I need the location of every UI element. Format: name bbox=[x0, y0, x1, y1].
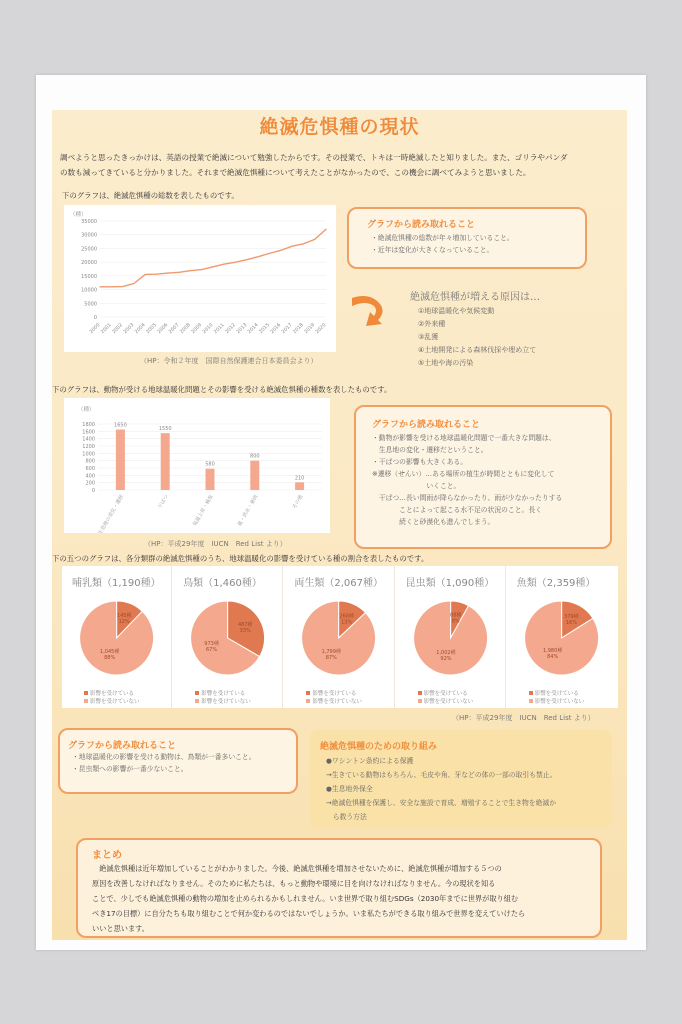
x-tick-label: 2011 bbox=[213, 322, 226, 336]
legend-entry bbox=[418, 690, 474, 698]
data-point bbox=[111, 286, 112, 287]
y-tick-label: 1800 bbox=[82, 422, 95, 428]
legend-swatch bbox=[84, 699, 88, 703]
bar-value-label: 1650 bbox=[114, 422, 127, 429]
reason-item: ③乱獲 bbox=[418, 333, 439, 341]
note-line: ※遷移（せんい）…ある場所の植生が時間とともに変化して bbox=[372, 470, 555, 478]
note-title: グラフから読み取れること bbox=[367, 220, 476, 230]
legend-swatch bbox=[418, 699, 422, 703]
bar-value-label: 210 bbox=[294, 475, 305, 482]
note-line: 干ばつ…長い間雨が降らなかったり、雨が少なかったりする bbox=[372, 494, 563, 502]
pie-title: 魚類（2,359種） bbox=[516, 578, 596, 589]
data-point bbox=[269, 253, 270, 254]
y-tick-label: 200 bbox=[85, 480, 95, 487]
x-tick-label: 2016 bbox=[270, 322, 283, 336]
note-line: ・地球温暖化の影響を受ける動物は、鳥類が一番多いこと。 bbox=[72, 753, 256, 761]
note-line: ・動物が影響を受ける地球温暖化問題で一番大きな問題は、 bbox=[372, 434, 556, 442]
y-tick-label: 15000 bbox=[81, 273, 97, 280]
legend-entry bbox=[306, 698, 362, 706]
x-tick-label: 2010 bbox=[202, 322, 215, 336]
x-tick-label: 2005 bbox=[145, 322, 158, 336]
reason-item: ②外来種 bbox=[418, 320, 446, 328]
pie-title: 両生類（2,067種） bbox=[294, 578, 384, 589]
x-tick-label: 2008 bbox=[179, 322, 192, 336]
section3-note bbox=[58, 728, 298, 794]
section3-caption: 下の五つのグラフは、各分類群の絶滅危惧種のうち、地球温暖化の影響を受けている種の割合を表したものです。 bbox=[52, 554, 429, 563]
data-point bbox=[258, 256, 259, 257]
summary-line: 絶滅危惧種は近年増加していることがわかりました。今後、絶滅危惧種を増加させないために、絶滅危惧種が増加する５つの bbox=[92, 864, 502, 873]
legend-entry bbox=[195, 698, 251, 706]
intro-text bbox=[60, 150, 620, 180]
bar bbox=[116, 430, 125, 491]
note-title: グラフから読み取れること bbox=[68, 741, 177, 751]
legend-entry bbox=[418, 698, 474, 706]
bar bbox=[295, 482, 304, 490]
legend-entry bbox=[84, 690, 140, 698]
pie-label-line: 1,799種 bbox=[321, 648, 342, 655]
data-point bbox=[167, 273, 168, 274]
reason-item: ⑤土地や海の汚染 bbox=[418, 359, 474, 367]
x-tick-label: 2020 bbox=[315, 322, 328, 336]
x-tick-label: 嵐・洪水・豪雨 bbox=[236, 494, 260, 528]
pie-chart bbox=[396, 592, 505, 684]
bar-chart bbox=[64, 398, 330, 533]
pie-chart bbox=[507, 592, 616, 684]
x-tick-label: 気温上昇・極度 bbox=[192, 494, 215, 528]
pie-label-line: 16% bbox=[565, 620, 577, 627]
pie-label-line: 33% bbox=[239, 627, 251, 634]
y-tick-label: 5000 bbox=[84, 301, 97, 308]
pie-label-line: 84% bbox=[546, 654, 559, 661]
intro-line: の数も減ってきていると分かりました。それまで絶滅危惧種について考えたことがなかったので、この機会に調べてみようと思いました。 bbox=[60, 168, 531, 177]
section3-source: （HP：平成29年度 IUCN Red List より） bbox=[452, 714, 595, 722]
poster bbox=[52, 110, 627, 940]
x-tick-label: 2000 bbox=[89, 322, 102, 336]
pie-label-affected bbox=[340, 612, 355, 625]
note-title: グラフから読み取れること bbox=[372, 420, 481, 430]
x-tick-label: 2019 bbox=[303, 322, 317, 336]
legend-entry bbox=[306, 690, 362, 698]
section1-source: （HP：令和２年度 国際自然保護連合日本委員会より） bbox=[140, 357, 318, 365]
legend-label: 影響を受けている bbox=[423, 691, 468, 697]
pie-label-line: 1,002種 bbox=[435, 649, 456, 656]
series-line bbox=[100, 229, 326, 287]
data-point bbox=[99, 286, 100, 287]
pie-label-line: 92% bbox=[439, 655, 452, 662]
x-tick-label: 2013 bbox=[236, 322, 249, 336]
conservation-line: ら救う方法 bbox=[326, 813, 367, 821]
summary-box bbox=[76, 838, 602, 938]
legend-label: 影響を受けていない bbox=[312, 699, 362, 705]
pie-label-line: 8% bbox=[451, 618, 460, 625]
pie-legend bbox=[306, 690, 362, 706]
legend-swatch bbox=[529, 699, 533, 703]
conservation-line: →生きている動物はもちろん、毛皮や角、牙などの体の一部の取引も禁止。 bbox=[326, 771, 557, 779]
pie-chart-cell bbox=[62, 566, 172, 708]
legend-swatch bbox=[529, 691, 533, 695]
pie-label-line: 379種 bbox=[563, 614, 579, 621]
intro-line: 調べようと思ったきっかけは、英語の授業で絶滅について勉強したからです。その授業で、トキは一時絶滅したと知りました。また、ゴリラやパンダ bbox=[60, 153, 568, 162]
line-chart-panel bbox=[64, 205, 336, 352]
legend-entry bbox=[529, 698, 585, 706]
legend-entry bbox=[529, 690, 585, 698]
pie-chart bbox=[62, 592, 171, 684]
data-point bbox=[212, 266, 213, 267]
legend-swatch bbox=[195, 691, 199, 695]
x-tick-label: 2012 bbox=[224, 322, 238, 336]
pie-chart bbox=[173, 592, 282, 684]
y-tick-label: 35000 bbox=[81, 219, 97, 225]
pie-chart-cell bbox=[173, 566, 283, 708]
legend-swatch bbox=[195, 699, 199, 703]
data-point bbox=[246, 259, 247, 260]
data-point bbox=[122, 286, 123, 287]
pie-label-line: 12% bbox=[118, 619, 130, 626]
data-point bbox=[303, 243, 304, 244]
legend-label: 影響を受けていない bbox=[423, 699, 474, 705]
x-tick-label: 2004 bbox=[134, 322, 147, 336]
data-point bbox=[280, 250, 281, 251]
conservation-line: ●ワシントン条約による保護 bbox=[326, 757, 414, 765]
section1-caption: 下のグラフは、絶滅危惧種の総数を表したものです。 bbox=[62, 191, 239, 200]
x-tick-label: 2009 bbox=[190, 322, 204, 336]
bar-value-label: 800 bbox=[250, 453, 260, 460]
data-point bbox=[224, 263, 225, 264]
x-tick-label: 2007 bbox=[168, 322, 181, 336]
legend-entry bbox=[84, 698, 140, 706]
data-point bbox=[145, 274, 146, 275]
pie-legend bbox=[418, 690, 474, 706]
pie-label-line: 973種 bbox=[204, 641, 220, 648]
pie-label-line: 1,045種 bbox=[100, 649, 120, 656]
pie-label-affected bbox=[238, 621, 253, 634]
pie-label-affected bbox=[117, 612, 132, 625]
pie-label-line: 145種 bbox=[116, 613, 132, 620]
legend-label: 影響を受けている bbox=[201, 691, 246, 697]
note-line: ・干ばつの影響も大きくある。 bbox=[372, 458, 468, 466]
bar-chart-panel bbox=[64, 398, 330, 533]
note-line: いくこと。 bbox=[372, 482, 461, 490]
x-tick-label: 干ばつ bbox=[157, 494, 170, 511]
legend-label: 影響を受けている bbox=[312, 691, 357, 697]
reason-item: ④土地開発による森林伐採や埋め立て bbox=[418, 346, 537, 354]
data-point bbox=[292, 246, 293, 247]
reasons-block bbox=[410, 288, 610, 370]
y-tick-label: 0 bbox=[91, 488, 95, 494]
pie-title: 鳥類（1,460種） bbox=[183, 578, 262, 589]
note-line: ・昆虫類への影響が一番少ないこと。 bbox=[72, 765, 188, 773]
legend-label: 影響を受けていない bbox=[534, 699, 585, 705]
section2-caption: 下のグラフは、動物が受ける地球温暖化問題とその影響を受ける絶滅危惧種の種数を表したものです。 bbox=[52, 385, 392, 394]
x-tick-label: 2003 bbox=[123, 322, 136, 336]
y-tick-label: 400 bbox=[85, 473, 95, 480]
legend-label: 影響を受けていない bbox=[201, 699, 251, 705]
pie-chart bbox=[284, 592, 393, 684]
x-tick-label: その他 bbox=[291, 494, 305, 511]
y-tick-label: 1600 bbox=[82, 429, 95, 436]
note-line: 続くと砂漠化も進んでしまう。 bbox=[372, 518, 495, 526]
reason-item: ①地球温暖化や気候変動 bbox=[418, 307, 495, 315]
poster-title: 絶滅危惧種の現状 bbox=[259, 116, 420, 138]
section2-source: （HP：平成29年度 IUCN Red List より） bbox=[144, 540, 287, 548]
data-point bbox=[190, 270, 191, 271]
x-tick-label: 2006 bbox=[157, 322, 170, 336]
pie-label-affected bbox=[564, 613, 579, 626]
summary-line: 原因を改善しなければなりません。そのために私たちは、もっと動物や環境に目を向けなければなりません。今の現状を知る bbox=[92, 879, 496, 888]
y-tick-label: 30000 bbox=[81, 232, 97, 239]
legend-swatch bbox=[84, 691, 88, 695]
data-point bbox=[133, 283, 134, 284]
conservation-title: 絶滅危惧種のための取り組み bbox=[320, 742, 438, 752]
x-tick-label: 2018 bbox=[292, 322, 305, 336]
legend-swatch bbox=[306, 699, 310, 703]
note-line: ・近年は変化が大きくなっていること。 bbox=[371, 246, 494, 254]
pie-label-line: 487種 bbox=[238, 621, 253, 628]
pie-label-line: 88種 bbox=[449, 612, 461, 619]
conservation-line: →絶滅危惧種を保護し、安全な施設で育成、増殖することで生き物を絶滅か bbox=[326, 799, 556, 807]
curved-arrow-icon bbox=[348, 292, 398, 332]
pie-label-line: 67% bbox=[206, 647, 218, 654]
pie-slice-unaffected bbox=[80, 601, 154, 675]
legend-label: 影響を受けている bbox=[534, 691, 579, 697]
note-line: ・絶滅危惧種の総数が年々増加していること。 bbox=[371, 234, 514, 242]
conservation-line: ●生息地外保全 bbox=[326, 785, 373, 793]
pie-label-line: 88% bbox=[104, 655, 116, 662]
y-tick-label: 1000 bbox=[82, 451, 95, 458]
data-point bbox=[314, 239, 315, 240]
legend-swatch bbox=[306, 691, 310, 695]
pie-label-line: 13% bbox=[341, 619, 353, 626]
y-axis-label: （種） bbox=[78, 407, 95, 413]
pie-label-line: 268種 bbox=[339, 613, 355, 620]
bar-value-label: 1550 bbox=[158, 426, 172, 433]
data-point bbox=[201, 269, 202, 270]
reasons-title: 絶滅危惧種が増える原因は… bbox=[410, 292, 540, 303]
summary-title: まとめ bbox=[92, 850, 122, 861]
pie-label-line: 1,980種 bbox=[542, 648, 563, 655]
pie-chart-cell bbox=[284, 566, 394, 708]
y-tick-label: 1400 bbox=[82, 436, 95, 443]
data-point bbox=[325, 229, 326, 230]
y-axis-label: （種） bbox=[70, 212, 87, 218]
summary-line: べき17の目標）に自分たちも取り組むことで何か変わるのではないでしょうか。いま私たちができる取り組みで世界を変えていけたら bbox=[92, 909, 526, 918]
x-tick-label: 2017 bbox=[281, 322, 294, 336]
x-tick-label: 生息地の変化・遷移 bbox=[97, 494, 126, 533]
summary-line: ことで、少しでも絶滅危惧種の動物の増加を止められるかもしれません。いま世界で取り組むSDGs（2030年までに世界が取り組む bbox=[92, 894, 519, 903]
note-line: 生息地の変化・遷移だということ。 bbox=[372, 446, 488, 454]
section2-note bbox=[354, 405, 612, 549]
x-tick-label: 2014 bbox=[247, 322, 260, 336]
y-tick-label: 800 bbox=[85, 458, 95, 465]
note-line: ことによって起こる水不足の状況のこと。長く bbox=[372, 506, 542, 514]
section1-note bbox=[347, 207, 587, 269]
conservation-box bbox=[310, 730, 612, 828]
pie-title: 哺乳類（1,190種） bbox=[72, 578, 161, 589]
y-tick-label: 20000 bbox=[81, 260, 97, 267]
pie-legend bbox=[195, 690, 251, 706]
pie-chart-cell bbox=[507, 566, 616, 708]
pie-label-line: 87% bbox=[326, 654, 338, 661]
y-tick-label: 25000 bbox=[81, 246, 97, 253]
legend-label: 影響を受けていない bbox=[90, 699, 140, 705]
x-tick-label: 2001 bbox=[100, 322, 113, 336]
summary-line: いいと思います。 bbox=[92, 924, 149, 933]
pie-legend bbox=[84, 690, 140, 706]
pie-label-unaffected bbox=[204, 640, 219, 653]
bar bbox=[206, 469, 215, 490]
y-tick-label: 1200 bbox=[82, 444, 95, 450]
bar bbox=[250, 461, 259, 490]
x-tick-label: 2002 bbox=[111, 322, 125, 336]
data-point bbox=[156, 274, 157, 275]
pie-charts-panel bbox=[62, 566, 618, 708]
x-tick-label: 2015 bbox=[258, 322, 271, 336]
legend-swatch bbox=[418, 691, 422, 695]
y-tick-label: 0 bbox=[93, 315, 97, 321]
legend-label: 影響を受けている bbox=[90, 691, 135, 697]
data-point bbox=[179, 272, 180, 273]
pie-chart-cell bbox=[396, 566, 506, 708]
pie-title: 昆虫類（1,090種） bbox=[405, 578, 495, 589]
data-point bbox=[235, 262, 236, 263]
y-tick-label: 600 bbox=[85, 466, 95, 472]
y-tick-label: 10000 bbox=[81, 287, 97, 294]
pie-legend bbox=[529, 690, 585, 706]
legend-entry bbox=[195, 690, 251, 698]
bar-value-label: 580 bbox=[205, 461, 215, 468]
line-chart bbox=[64, 205, 336, 352]
bar bbox=[161, 433, 170, 490]
